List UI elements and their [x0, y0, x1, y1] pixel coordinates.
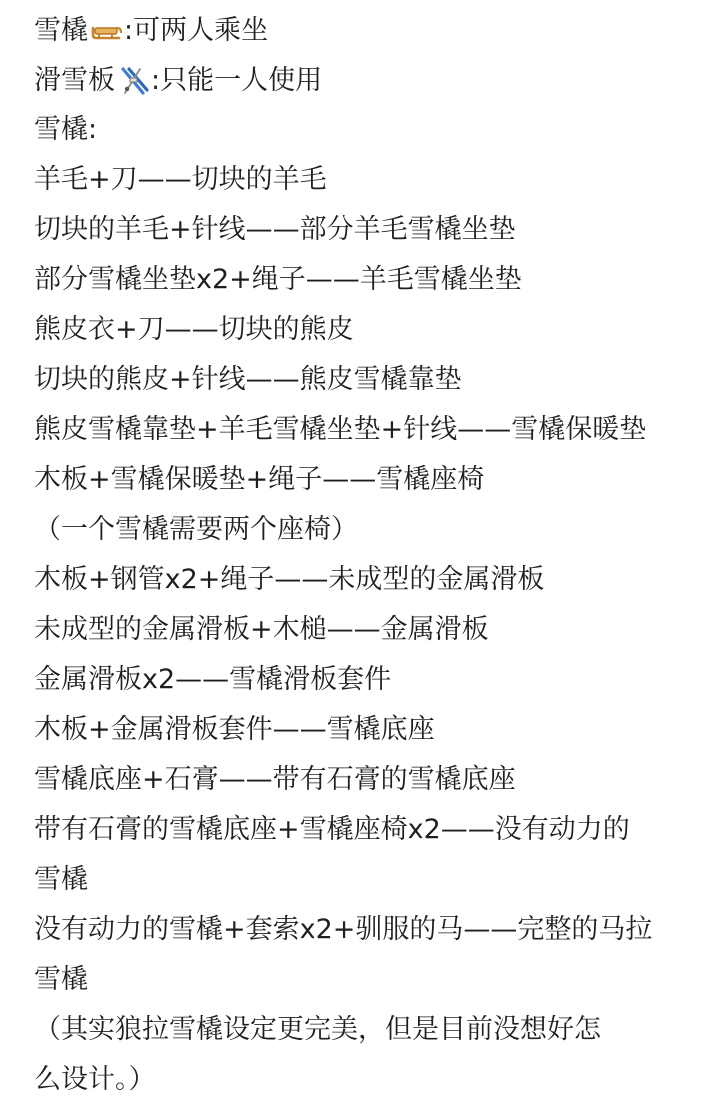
text-line-17: 带有石膏的雪橇底座+雪橇座椅x2——没有动力的 — [34, 814, 630, 845]
line-2-suffix: :只能一人使用 — [151, 64, 323, 96]
text-line-13: 未成型的金属滑板+木槌——金属滑板 — [34, 614, 489, 645]
text-line-5: 切块的羊毛+针线——部分羊毛雪橇坐垫 — [34, 214, 516, 245]
text-line-2 — [34, 60, 708, 100]
text-line-4: 羊毛+刀——切块的羊毛 — [34, 164, 327, 195]
text-line-16: 雪橇底座+石膏——带有石膏的雪橇底座 — [34, 764, 516, 795]
text-line-18: 雪橇 — [34, 864, 88, 895]
text-line-15: 木板+金属滑板套件——雪橇底座 — [34, 714, 435, 745]
text-line-22: 么设计。） — [34, 1064, 156, 1095]
text-line-11: （一个雪橇需要两个座椅） — [34, 514, 358, 545]
sled-emoji-icon — [89, 16, 123, 46]
text-line-10: 木板+雪橇保暖垫+绳子——雪橇座椅 — [34, 464, 485, 495]
text-line-7: 熊皮衣+刀——切块的熊皮 — [34, 314, 354, 345]
skis-emoji-icon — [116, 66, 150, 96]
text-line-8: 切块的熊皮+针线——熊皮雪橇靠垫 — [34, 364, 462, 395]
text-line-14: 金属滑板x2——雪橇滑板套件 — [34, 664, 392, 695]
line-2-prefix: 滑雪板 — [34, 64, 115, 96]
text-line-19: 没有动力的雪橇+套索x2+驯服的马——完整的马拉 — [34, 914, 653, 945]
text-line-3: 雪橇: — [34, 114, 98, 145]
text-line-12: 木板+钢管x2+绳子——未成型的金属滑板 — [34, 564, 545, 595]
line-1-suffix: :可两人乘坐 — [124, 14, 269, 46]
text-line-9: 熊皮雪橇靠垫+羊毛雪橇坐垫+针线——雪橇保暖垫 — [34, 414, 647, 445]
line-1-prefix: 雪橇 — [34, 14, 88, 46]
text-line-20: 雪橇 — [34, 964, 88, 995]
text-line-1 — [34, 10, 708, 50]
text-line-6: 部分雪橇坐垫x2+绳子——羊毛雪橇坐垫 — [34, 264, 522, 295]
text-line-21: （其实狼拉雪橇设定更完美，但是目前没想好怎 — [34, 1014, 601, 1045]
